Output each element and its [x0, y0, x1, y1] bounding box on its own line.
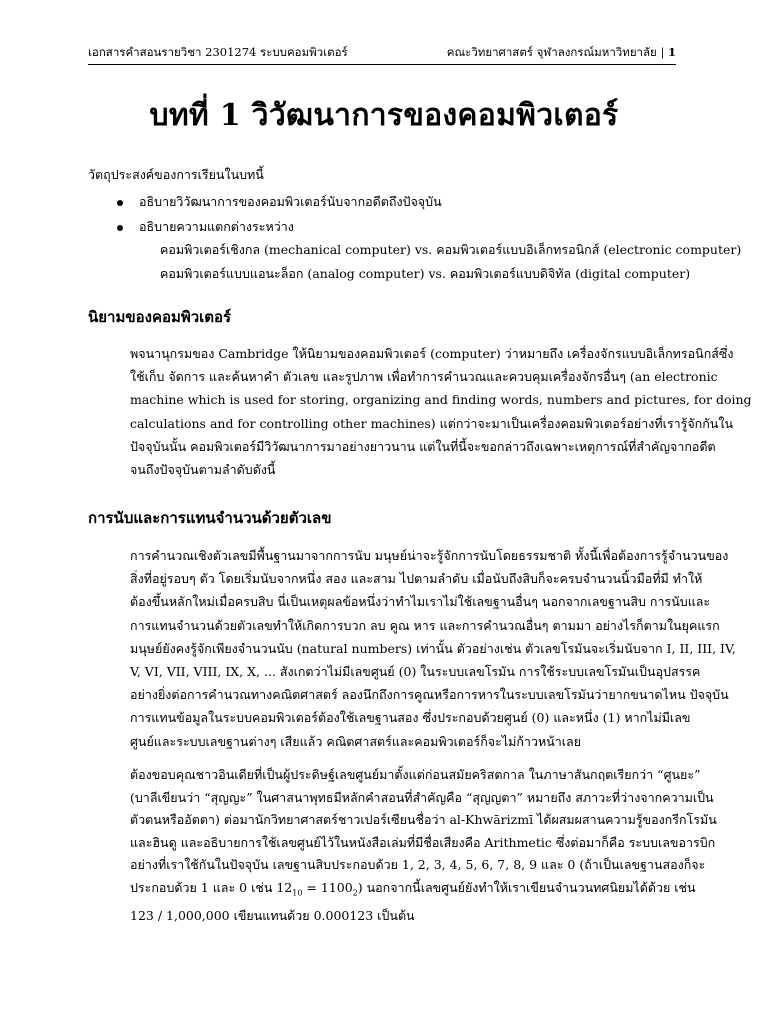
paragraph-line-with-subscripts [130, 877, 696, 905]
header-faculty [447, 44, 676, 62]
paragraph-line: 123 / 1,000,000 เขียนแทนด้วย 0.000123 เป็นต้น [130, 907, 415, 923]
bullet-dot-icon [117, 225, 123, 231]
paragraph-line: การแทนจำนวนด้วยตัวเลขทำให้เกิดการบวก ลบ คูณ หาร และการคำนวณอื่นๆ ตามมา อย่างไรก็ตามในยุคแรก [130, 617, 720, 633]
objective-sub-item: คอมพิวเตอร์เชิงกล (mechanical computer) vs. คอมพิวเตอร์แบบอิเล็กทรอนิกส์ (electronic computer) [160, 242, 742, 257]
subscript-base-two: 2 [352, 888, 358, 897]
counting-paragraph-2 [130, 764, 717, 927]
objective-sub-item: คอมพิวเตอร์แบบแอนะล็อก (analog computer) vs. คอมพิวเตอร์แบบดิจิทัล (digital computer) [160, 266, 691, 281]
paragraph-line: ศูนย์และระบบเลขฐานต่างๆ เสียแล้ว คณิตศาสตร์และคอมพิวเตอร์ก็จะไม่ก้าวหน้าเลย [130, 733, 582, 749]
section-heading-definition: นิยามของคอมพิวเตอร์ [88, 308, 232, 326]
paragraph-line: การแทนข้อมูลในระบบคอมพิวเตอร์ต้องใช้เลขฐานสอง ซึ่งประกอบด้วยศูนย์ (0) และหนึ่ง (1) หากไม่มีเลข [130, 710, 691, 726]
header-course-title: เอกสารคำสอนรายวิชา 2301274 ระบบคอมพิวเตอร์ [88, 45, 348, 59]
page-number: 1 [667, 45, 676, 59]
paragraph-line: มนุษย์ยังคงรู้จักเพียงจำนวนนับ (natural numbers) เท่านั้น ตัวอย่างเช่น ตัวเลขโรมันจะเริ่มนับจาก I, II, III, IV, [130, 640, 736, 656]
objective-text: อธิบายความแตกต่างระหว่าง [139, 219, 294, 234]
paragraph-line: และฮินดู และอธิบายการใช้เลขศูนย์ไว้ในหนังสือเล่มที่มีชื่อเสียงคือ Arithmetic ซึ่งต่อมาก็คือ ระบบเลขอารบิก [130, 834, 716, 850]
paragraph-line: ตัวตนหรืออัตตา) ต่อมานักวิทยาศาสตร์ชาวเปอร์เซียนชื่อว่า al-Khwārizmī ได้ผสมผสานความรู้ของกรีกโรมัน [130, 812, 717, 827]
section-heading-counting: การนับและการแทนจำนวนด้วยตัวเลข [88, 509, 332, 527]
paragraph-line: อย่างยิ่งต่อการคำนวณทางคณิตศาสตร์ ลองนึกถึงการคูณหรือการหารในระบบเลขโรมันว่ายากขนาดไหน ปัจจุบัน [130, 687, 729, 703]
line-text: = 1100 [302, 879, 353, 895]
objective-bullet [117, 217, 294, 237]
paragraph-line: (บาลีเขียนว่า “สุญญะ” ในศาสนาพุทธมีหลักคำสอนที่สำคัญคือ “สุญญตา” หมายถึง สภาวะที่ว่างจากความเป็น [130, 789, 714, 805]
subscript-base-ten: 10 [292, 888, 303, 897]
paragraph-line: ใช้เก็บ จัดการ และค้นหาคำ ตัวเลข และรูปภาพ เพื่อทำการคำนวณและควบคุมเครื่องจักรอื่นๆ (an electronic [130, 369, 718, 385]
objectives-heading: วัตถุประสงค์ของการเรียนในบทนี้ [88, 167, 264, 182]
objective-text: อธิบายวิวัฒนาการของคอมพิวเตอร์นับจากอดีตถึงปัจจุบัน [139, 194, 442, 209]
counting-paragraph-1 [130, 544, 736, 753]
page-header [88, 42, 676, 65]
line-text: ) นอกจากนี้เลขศูนย์ยังทำให้เราเขียนจำนวนทศนิยมได้ด้วย เช่น [357, 879, 696, 895]
line-text: ประกอบด้วย 1 และ 0 เช่น 12 [130, 879, 293, 895]
paragraph-line: สิ่งที่อยู่รอบๆ ตัว โดยเริ่มนับจากหนึ่ง สอง และสาม ไปตามลำดับ เมื่อนับถึงสิบก็จะครบจำนวนนิ้วมือที่มี ทำให้ [130, 571, 703, 587]
definition-paragraph [130, 342, 752, 481]
paragraph-line: ปัจจุบันนั้น คอมพิวเตอร์มีวิวัฒนาการมาอย่างยาวนาน แต่ในที่นี้จะขอกล่าวถึงเฉพาะเหตุการณ์ที่สำคัญจากอดีต [130, 438, 716, 454]
paragraph-line: ต้องขึ้นหลักใหม่เมื่อครบสิบ นี่เป็นเหตุผลข้อหนึ่งว่าทำไมเราไม่ใช้เลขฐานอื่นๆ นอกจากเลขฐานสิบ การนับและ [130, 594, 711, 610]
paragraph-line: ต้องขอบคุณชาวอินเดียที่เป็นผู้ประดิษฐ์เลขศูนย์มาตั้งแต่ก่อนสมัยคริสตกาล ในภาษาสันกฤตเรียกว่า “ศูนยะ” [130, 767, 701, 782]
paragraph-line: การคำนวณเชิงตัวเลขมีพื้นฐานมาจากการนับ มนุษย์น่าจะรู้จักการนับโดยธรรมชาติ ทั้งนี้เพื่อต้องการรู้จำนวนของ [130, 548, 729, 563]
paragraph-line: V, VI, VII, VIII, IX, X, ... สังเกตว่าไม่มีเลขศูนย์ (0) ในระบบเลขโรมัน การใช้ระบบเลขโรมันเป็นอุปสรรค [130, 664, 701, 680]
chapter-title: บทที่ 1 วิวัฒนาการของคอมพิวเตอร์ [149, 98, 619, 133]
objective-bullet [117, 192, 442, 212]
header-faculty-text: คณะวิทยาศาสตร์ จุฬาลงกรณ์มหาวิทยาลัย | [446, 45, 665, 59]
paragraph-line: จนถึงปัจจุบันตามลำดับดังนี้ [130, 462, 276, 478]
paragraph-line: machine which is used for storing, organizing and finding words, numbers and pictures, for doing [130, 392, 752, 408]
paragraph-line: calculations and for controlling other machines) แต่กว่าจะมาเป็นเครื่องคอมพิวเตอร์อย่างที่เรารู้จักกันใน [130, 415, 733, 431]
bullet-dot-icon [117, 200, 123, 206]
paragraph-line: อย่างที่เราใช้กันในปัจจุบัน เลขฐานสิบประกอบด้วย 1, 2, 3, 4, 5, 6, 7, 8, 9 และ 0 (ถ้าเป็นเลขฐานสองก็จะ [130, 857, 706, 872]
paragraph-line: พจนานุกรมของ Cambridge ให้นิยามของคอมพิวเตอร์ (computer) ว่าหมายถึง เครื่องจักรแบบอิเล็กทรอนิกส์ซึ่ง [130, 346, 734, 361]
